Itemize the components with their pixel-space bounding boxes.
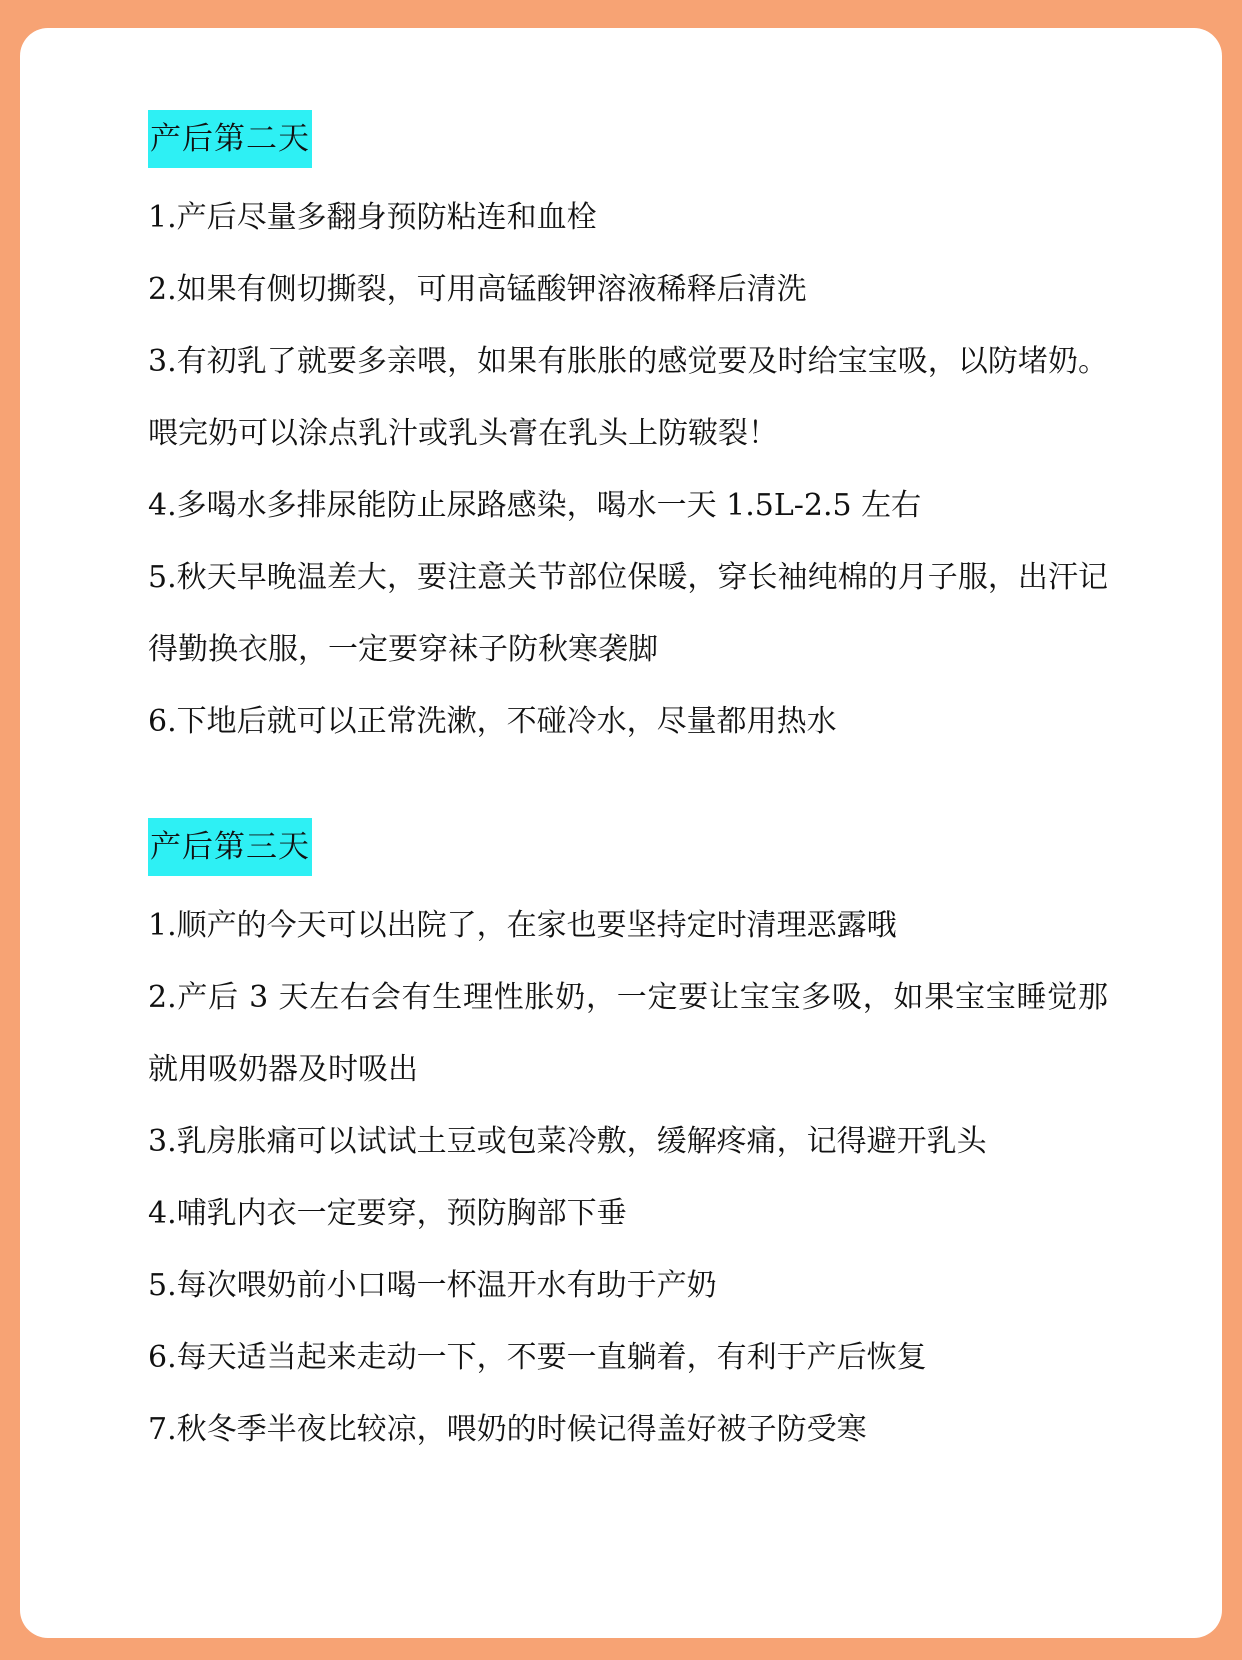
- list-item: 1.顺产的今天可以出院了，在家也要坚持定时清理恶露哦: [148, 908, 897, 943]
- list-item: 2.产后 3 天左右会有生理性胀奶，一定要让宝宝多吸，如果宝宝睡觉那就用吸奶器及时吸出: [148, 980, 1108, 1087]
- list-item: 5.每次喂奶前小口喝一杯温开水有助于产奶: [148, 1268, 717, 1303]
- list-item: 4.哺乳内衣一定要穿，预防胸部下垂: [148, 1196, 627, 1231]
- list-item: 1.产后尽量多翻身预防粘连和血栓: [148, 200, 597, 235]
- list-item: 4.多喝水多排尿能防止尿路感染，喝水一天 1.5L-2.5 左右: [148, 488, 922, 523]
- list-item: 3.有初乳了就要多亲喂，如果有胀胀的感觉要及时给宝宝吸，以防堵奶。喂完奶可以涂点乳汁或乳头膏在乳头上防皲裂！: [148, 344, 1108, 451]
- section-day-three: [148, 818, 1182, 1466]
- list-item: 5.秋天早晚温差大，要注意关节部位保暖，穿长袖纯棉的月子服，出汗记得勤换衣服，一定要穿袜子防秋寒袭脚: [148, 560, 1108, 667]
- content-card: [20, 28, 1222, 1638]
- section-heading: 产后第三天: [148, 818, 312, 876]
- section-heading: 产后第二天: [148, 110, 312, 168]
- list-item: 3.乳房胀痛可以试试土豆或包菜冷敷，缓解疼痛，记得避开乳头: [148, 1124, 987, 1159]
- section-day-two: [148, 110, 1182, 758]
- list-item: 6.每天适当起来走动一下，不要一直躺着，有利于产后恢复: [148, 1340, 927, 1375]
- list-item: 7.秋冬季半夜比较凉，喂奶的时候记得盖好被子防受寒: [148, 1412, 867, 1447]
- list-item: 6.下地后就可以正常洗漱，不碰冷水，尽量都用热水: [148, 704, 837, 739]
- list-item: 2.如果有侧切撕裂，可用高锰酸钾溶液稀释后清洗: [148, 272, 807, 307]
